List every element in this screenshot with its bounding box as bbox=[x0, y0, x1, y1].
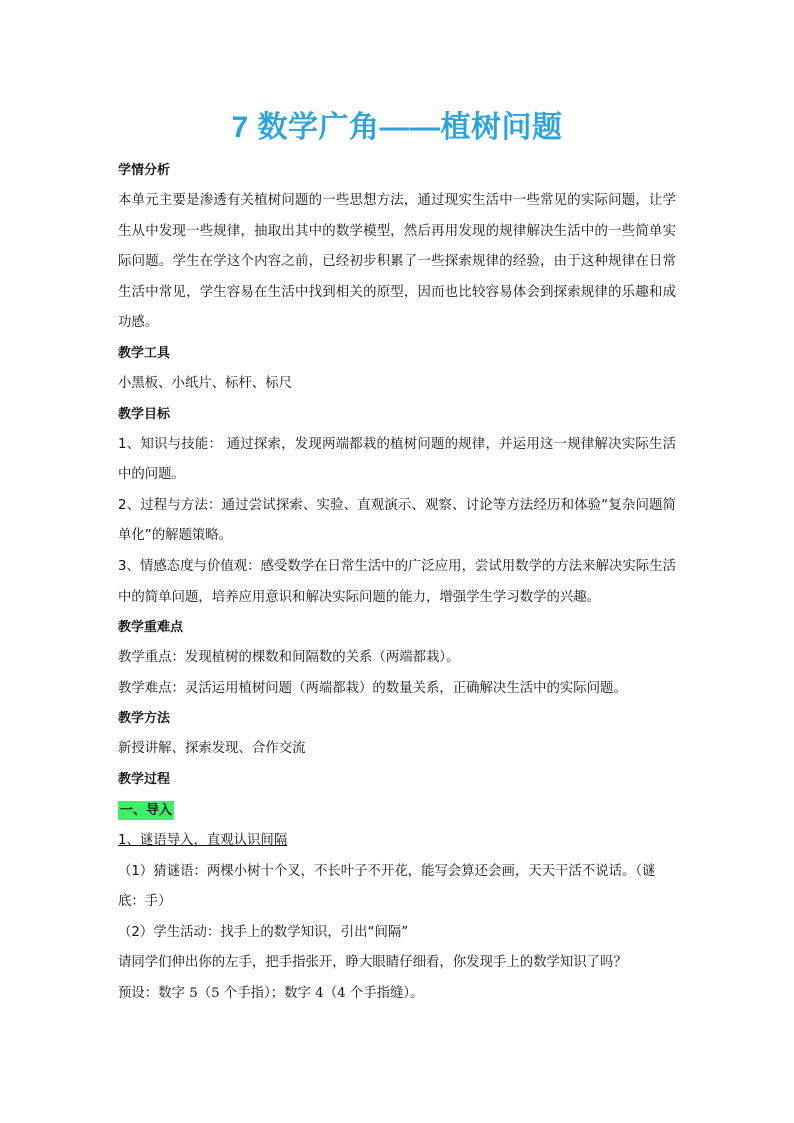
riddle-intro-subheading: 1、谜语导入，直观认识间隔 bbox=[118, 832, 288, 848]
prompt-text: 请同学们伸出你的左手，把手指张开，睁大眼睛仔细看，你发现手上的数学知识了吗？ bbox=[118, 955, 627, 971]
keypoints-section bbox=[118, 613, 676, 704]
analysis-text: 本单元主要是渗透有关植树问题的一些思想方法，通过现实生活中一些常见的实际问题，让学生从中发现一些规律，抽取出其中的数学模型，然后再用发现的规律解决生活中的一些简单实际问题。学生在学这个内容之前，已经初步积累了一些探索规律的经验，由于这种规律在日常生活中常见，学生容易在生活中找到相关的原型，因而也比较容易体会到探索规律的乐趣和成功感。 bbox=[118, 193, 676, 331]
process-heading: 教学过程 bbox=[118, 771, 171, 787]
document-title: 7 数学广角——植树问题 bbox=[231, 111, 563, 144]
analysis-section bbox=[118, 156, 676, 339]
process-section bbox=[118, 765, 676, 1010]
goal-item-1: 1、知识与技能： 通过探索，发现两端都栽的植树问题的规律，并运用这一规律解决实际生活中的问题。 bbox=[118, 436, 676, 483]
keypoints-heading: 教学重难点 bbox=[118, 620, 184, 636]
difficult-point: 教学难点：灵活运用植树问题（两端都栽）的数量关系，正确解决生活中的实际问题。 bbox=[118, 680, 627, 696]
important-point: 教学重点：发现植树的棵数和间隔数的关系（两端都栽）。 bbox=[118, 650, 460, 666]
activity-text: （2）学生活动：找手上的数学知识，引出“间隔” bbox=[118, 924, 409, 940]
preset-text: 预设：数字 5（5 个手指）；数字 4（4 个手指缝）。 bbox=[118, 985, 424, 1001]
goals-section bbox=[118, 400, 676, 614]
goal-item-3: 3、情感态度与价值观：感受数学在日常生活中的广泛应用，尝试用数学的方法来解决实际生活中的简单问题，培养应用意识和解决实际问题的能力，增强学生学习数学的兴趣。 bbox=[118, 558, 676, 605]
riddle-text: （1）猜谜语：两棵小树十个叉，不长叶子不开花，能写会算还会画，天天干活不说话。（谜底：手） bbox=[118, 863, 656, 910]
goals-heading: 教学目标 bbox=[118, 406, 171, 422]
methods-text: 新授讲解、探索发现、合作交流 bbox=[118, 741, 306, 757]
tools-heading: 教学工具 bbox=[118, 345, 171, 361]
tools-text: 小黑板、小纸片、标杆、标尺 bbox=[118, 375, 293, 391]
goal-item-2: 2、过程与方法：通过尝试探索、实验、直观演示、观察、讨论等方法经历和体验“复杂问题简单化”的解题策略。 bbox=[118, 497, 676, 544]
analysis-heading: 学情分析 bbox=[118, 163, 171, 178]
methods-section bbox=[118, 704, 676, 765]
tools-section bbox=[118, 339, 676, 400]
methods-heading: 教学方法 bbox=[118, 711, 171, 727]
intro-highlight-heading: 一、导入 bbox=[120, 802, 173, 818]
